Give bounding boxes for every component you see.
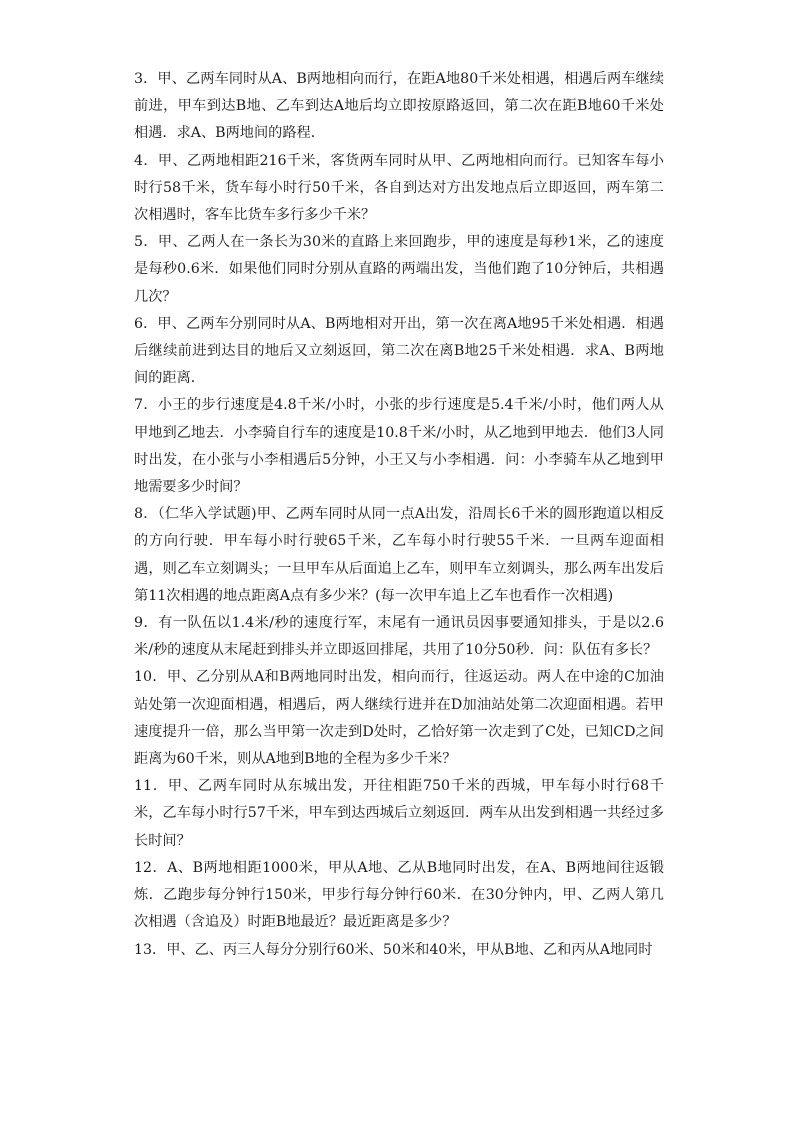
problem-12: 12．A、B两地相距1000米，甲从A地、乙从B地同时出发，在A、B两地间往返锻炼．乙跑步每分钟行150米，甲步行每分钟行60米．在30分钟内，甲、乙两人第几次相遇（含追及）时距B地最近？最近距离是多少？: [134, 859, 664, 931]
problem-10: 10．甲、乙分别从A和B两地同时出发，相向而行，往返运动。两人在中途的C加油站处第一次迎面相遇，相遇后，两人继续行进并在D加油站处第二次迎面相遇。若甲速度提升一倍，那么当甲第一次走到D处时，乙恰好第一次走到了C处，已知CD之间距离为60千米，则从A地到B地的全程为多少千米？: [134, 669, 664, 768]
problem-5: 5．甲、乙两人在一条长为30米的直路上来回跑步，甲的速度是每秒1米，乙的速度是每秒0.6米．如果他们同时分别从直路的两端出发，当他们跑了10分钟后，共相遇几次？: [134, 234, 664, 305]
problem-8: 8．（仁华入学试题)甲、乙两车同时从同一点A出发，沿周长6千米的圆形跑道以相反的方向行驶．甲车每小时行驶65千米，乙车每小时行驶55千米．一旦两车迎面相遇，则乙车立刻调头；一旦甲车从后面追上乙车，则甲车立刻调头，那么两车出发后第11次相遇的地点距离A点有多少米？(每一次甲车追上乙车也看作一次相遇): [134, 506, 664, 604]
problem-list: [134, 66, 664, 964]
problem-9: 9．有一队伍以1.4米/秒的速度行军，末尾有一通讯员因事要通知排头，于是以2.6米/秒的速度从末尾赶到排头并立即返回排尾，共用了10分50秒．问：队伍有多长？: [134, 615, 664, 659]
problem-6: 6．甲、乙两车分别同时从A、B两地相对开出，第一次在离A地95千米处相遇．相遇后继续前进到达目的地后又立刻返回，第二次在离B地25千米处相遇．求A、B两地间的距离．: [134, 315, 664, 387]
problem-4: 4．甲、乙两地相距216千米，客货两车同时从甲、乙两地相向而行。已知客车每小时行58千米，货车每小时行50千米，各自到达对方出发地点后立即返回，两车第二次相遇时，客车比货车多行多少千米？: [134, 152, 664, 224]
problem-3: 3．甲、乙两车同时从A、B两地相向而行，在距A地80千米处相遇，相遇后两车继续前进，甲车到达B地、乙车到达A地后均立即按原路返回，第二次在距B地60千米处相遇．求A、B两地间的路程．: [134, 71, 664, 142]
problem-13: 13．甲、乙、丙三人每分分别行60米、50米和40米，甲从B地、乙和丙从A地同时: [134, 941, 653, 958]
problem-7: 7．小王的步行速度是4.8千米/小时，小张的步行速度是5.4千米/小时，他们两人从甲地到乙地去．小李骑自行车的速度是10.8千米/小时，从乙地到甲地去．他们3人同时出发，在小张与小李相遇后5分钟，小王又与小李相遇．问：小李骑车从乙地到甲地需要多少时间？: [134, 397, 664, 496]
problem-11: 11．甲、乙两车同时从东城出发，开往相距750千米的西城，甲车每小时行68千米，乙车每小时行57千米，甲车到达西城后立刻返回．两车从出发到相遇一共经过多长时间？: [134, 778, 664, 849]
